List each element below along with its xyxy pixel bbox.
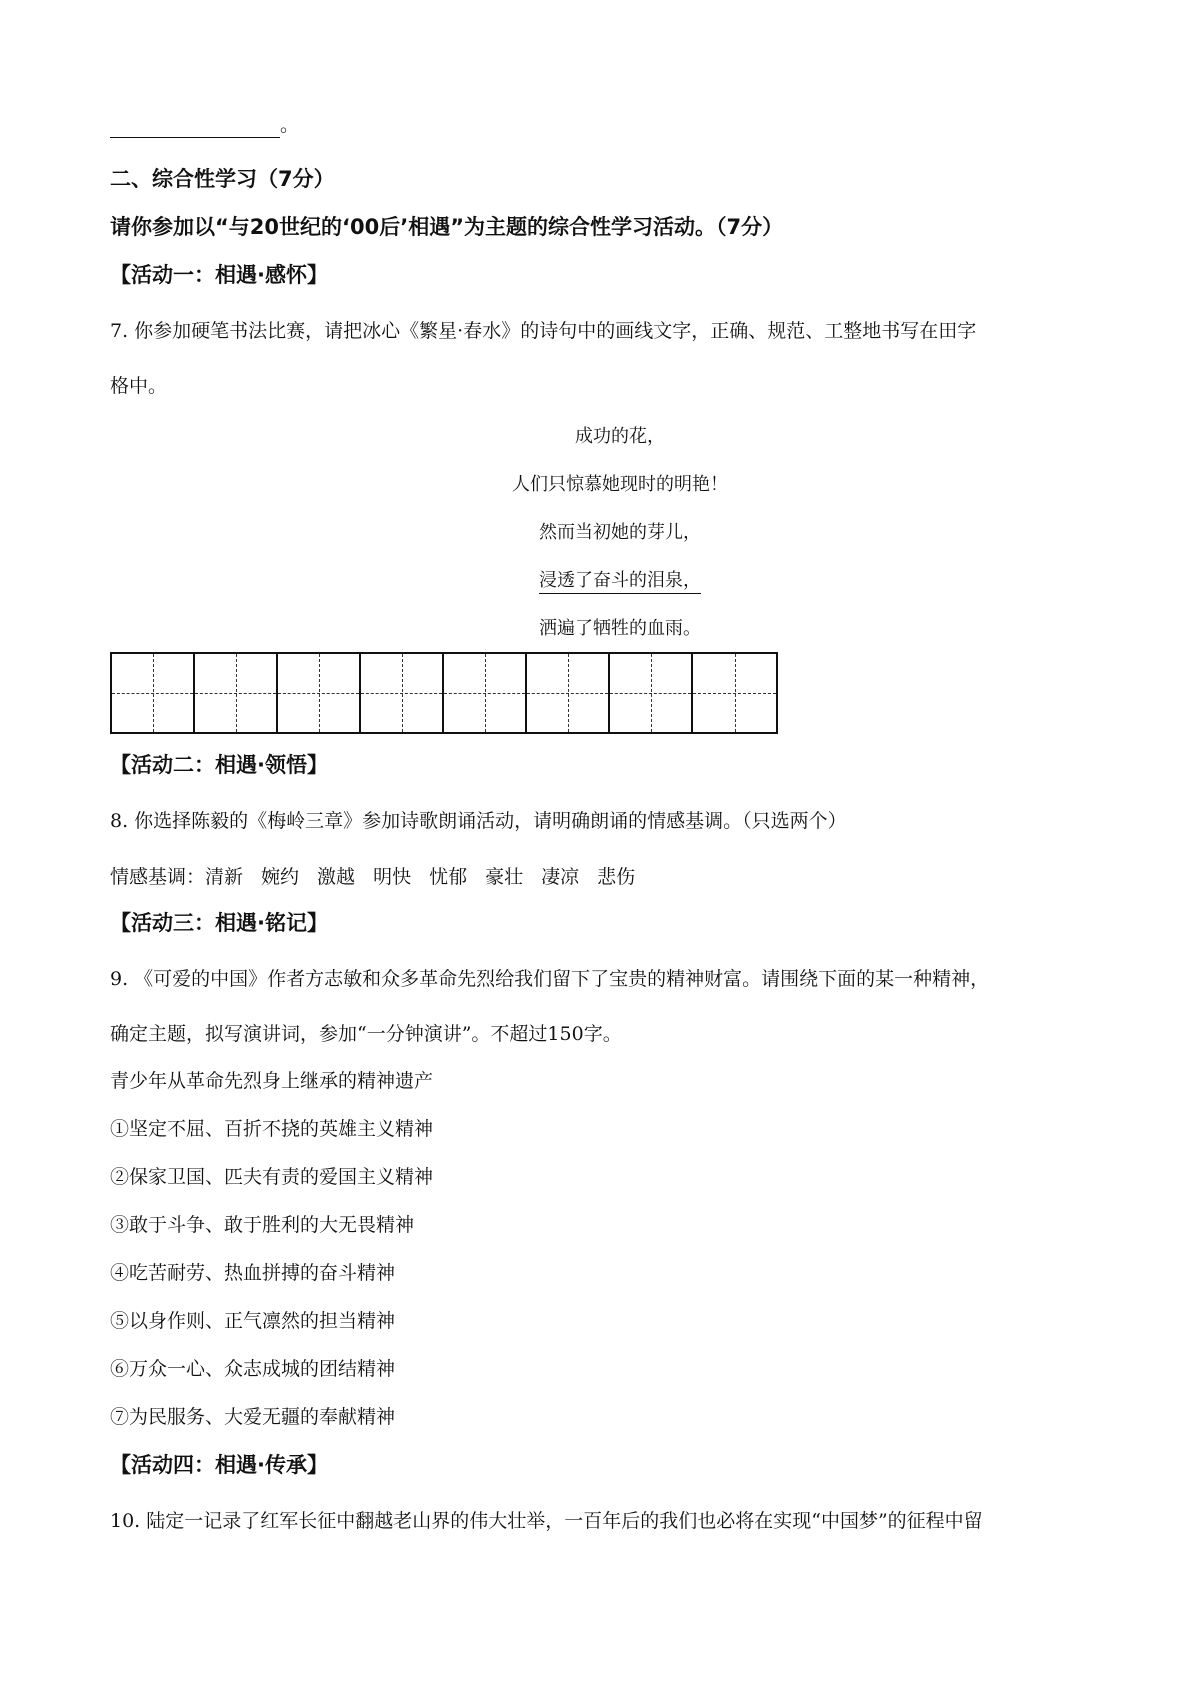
poem-line: 洒遍了牺牲的血雨。 — [539, 618, 701, 639]
underlined-verse: 浸透了奋斗的泪泉， — [539, 570, 701, 594]
mood-option[interactable]: 激越 — [317, 866, 356, 888]
mood-options — [110, 864, 653, 890]
mood-option[interactable]: 婉约 — [261, 866, 300, 888]
grid-cell[interactable] — [278, 654, 361, 732]
grid-cell[interactable] — [195, 654, 278, 732]
q7-text-line1: 7. 你参加硬笔书法比赛，请把冰心《繁星·春水》的诗句中的画线文字，正确、规范、工整地书写在田字 — [110, 320, 977, 342]
blank-underline[interactable] — [110, 119, 280, 138]
mood-option[interactable]: 凄凉 — [541, 866, 580, 888]
poem-line-underlined — [0, 566, 1200, 592]
legacy-list-item: ③敢于斗争、敢于胜利的大无畏精神 — [110, 1214, 415, 1236]
mood-option[interactable]: 悲伤 — [597, 866, 636, 888]
section-intro: 请你参加以“与20世纪的‘00后’相遇”为主题的综合性学习活动。（7分） — [110, 215, 784, 239]
activity3-heading: 【活动三：相遇·铭记】 — [110, 911, 328, 935]
mood-option[interactable]: 明快 — [373, 866, 412, 888]
section-heading: 二、综合性学习（7分） — [110, 167, 335, 191]
activity2-heading: 【活动二：相遇·领悟】 — [110, 753, 328, 777]
q9-text-line1: 9. 《可爱的中国》作者方志敏和众多革命先烈给我们留下了宝贵的精神财富。请围绕下面的某一种精神， — [110, 968, 990, 990]
grid-cell[interactable] — [693, 654, 776, 732]
q8-text: 8. 你选择陈毅的《梅岭三章》参加诗歌朗诵活动，请明确朗诵的情感基调。（只选两个） — [110, 810, 847, 832]
legacy-list-item: ⑦为民服务、大爱无疆的奉献精神 — [110, 1406, 396, 1428]
q7-text-line2: 格中。 — [110, 375, 168, 397]
grid-cell[interactable] — [610, 654, 693, 732]
legacy-list-item: ⑤以身作则、正气凛然的担当精神 — [110, 1310, 396, 1332]
legacy-list-title: 青少年从革命先烈身上继承的精神遗产 — [110, 1070, 434, 1092]
grid-cell[interactable] — [112, 654, 195, 732]
legacy-list-item: ①坚定不屈、百折不挠的英雄主义精神 — [110, 1118, 434, 1140]
mood-option[interactable]: 豪壮 — [485, 866, 524, 888]
legacy-list-item: ④吃苦耐劳、热血拼搏的奋斗精神 — [110, 1262, 396, 1284]
grid-cell[interactable] — [361, 654, 444, 732]
grid-cell[interactable] — [527, 654, 610, 732]
activity1-heading: 【活动一：相遇·感怀】 — [110, 263, 328, 287]
answer-blank-line — [110, 112, 299, 138]
grid-cell[interactable] — [444, 654, 527, 732]
mood-option[interactable]: 忧郁 — [429, 866, 468, 888]
legacy-list-item: ⑥万众一心、众志成城的团结精神 — [110, 1358, 396, 1380]
mood-label: 情感基调： — [110, 866, 206, 888]
poem-line: 然而当初她的芽儿， — [539, 522, 701, 543]
legacy-list-item: ②保家卫国、匹夫有责的爱国主义精神 — [110, 1166, 434, 1188]
blank-suffix: 。 — [280, 114, 300, 136]
mood-option[interactable]: 清新 — [205, 866, 244, 888]
q10-text-line1: 10. 陆定一记录了红军长征中翻越老山界的伟大壮举，一百年后的我们也必将在实现“中国梦”的征程中留 — [110, 1510, 983, 1532]
tianzige-grid — [110, 652, 778, 734]
poem-line: 人们只惊慕她现时的明艳！ — [512, 474, 728, 495]
q9-text-line2: 确定主题，拟写演讲词，参加“一分钟演讲”。不超过150字。 — [110, 1023, 622, 1045]
poem-line: 成功的花， — [575, 426, 665, 447]
activity4-heading: 【活动四：相遇·传承】 — [110, 1453, 328, 1477]
